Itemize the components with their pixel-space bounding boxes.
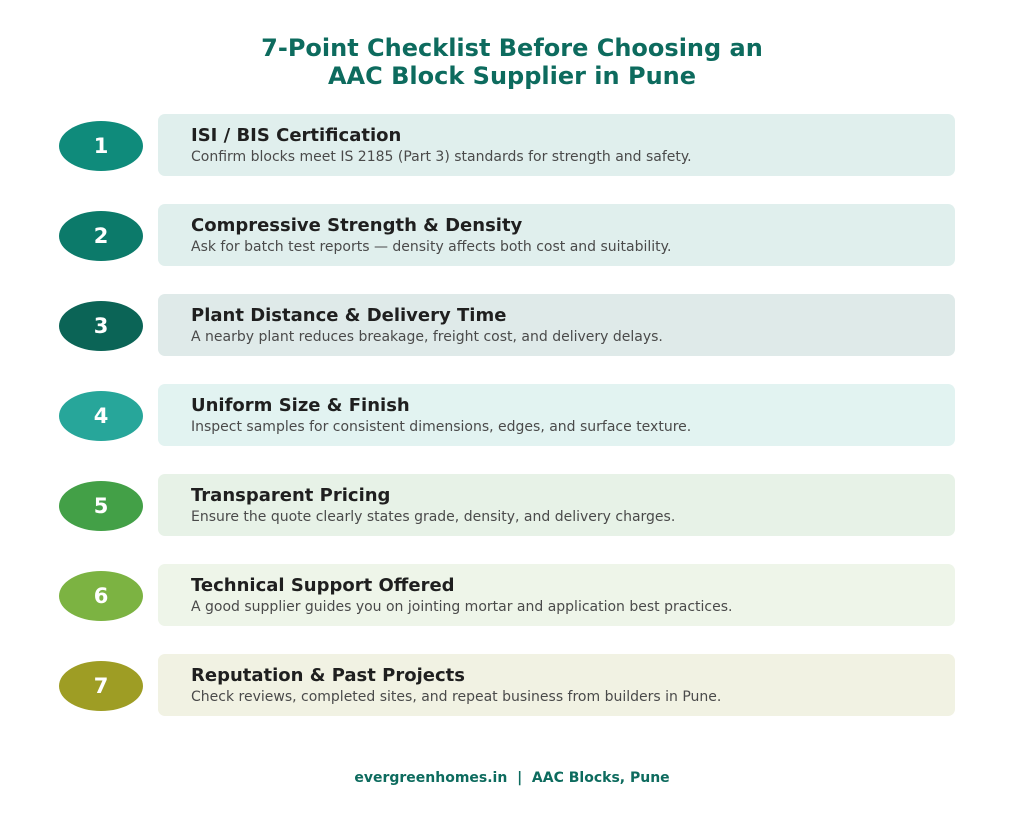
item-card	[158, 474, 955, 536]
item-title: Reputation & Past Projects	[191, 665, 465, 686]
number-badge: 4	[59, 391, 143, 441]
item-title: ISI / BIS Certification	[191, 125, 402, 146]
number-badge: 1	[59, 121, 143, 171]
item-title: Plant Distance & Delivery Time	[191, 305, 507, 326]
title-line-1: 7-Point Checklist Before Choosing an	[261, 34, 763, 62]
item-card	[158, 654, 955, 716]
item-description: Check reviews, completed sites, and repeat business from builders in Pune.	[191, 689, 722, 705]
item-card	[158, 384, 955, 446]
item-card	[158, 204, 955, 266]
number-badge: 7	[59, 661, 143, 711]
checklist-item-4	[0, 384, 1024, 448]
item-description: Ask for batch test reports — density affects both cost and suitability.	[191, 239, 672, 255]
item-description: Confirm blocks meet IS 2185 (Part 3) standards for strength and safety.	[191, 149, 692, 165]
checklist-item-3	[0, 294, 1024, 358]
item-title: Transparent Pricing	[191, 485, 391, 506]
item-description: A good supplier guides you on jointing mortar and application best practices.	[191, 599, 733, 615]
item-description: A nearby plant reduces breakage, freight cost, and delivery delays.	[191, 329, 663, 345]
item-title: Uniform Size & Finish	[191, 395, 410, 416]
number-badge: 6	[59, 571, 143, 621]
item-description: Inspect samples for consistent dimensions, edges, and surface texture.	[191, 419, 692, 435]
checklist-item-1	[0, 114, 1024, 178]
item-card	[158, 114, 955, 176]
page-title	[0, 34, 1024, 90]
footer-text: evergreenhomes.in | AAC Blocks, Pune	[354, 770, 670, 786]
checklist-item-5	[0, 474, 1024, 538]
checklist-item-6	[0, 564, 1024, 628]
checklist-item-2	[0, 204, 1024, 268]
number-badge: 5	[59, 481, 143, 531]
title-line-2: AAC Block Supplier in Pune	[327, 62, 697, 90]
checklist-item-7	[0, 654, 1024, 718]
item-description: Ensure the quote clearly states grade, density, and delivery charges.	[191, 509, 676, 525]
number-badge: 3	[59, 301, 143, 351]
item-title: Technical Support Offered	[191, 575, 455, 596]
number-badge: 2	[59, 211, 143, 261]
item-title: Compressive Strength & Density	[191, 215, 523, 236]
item-card	[158, 564, 955, 626]
item-card	[158, 294, 955, 356]
